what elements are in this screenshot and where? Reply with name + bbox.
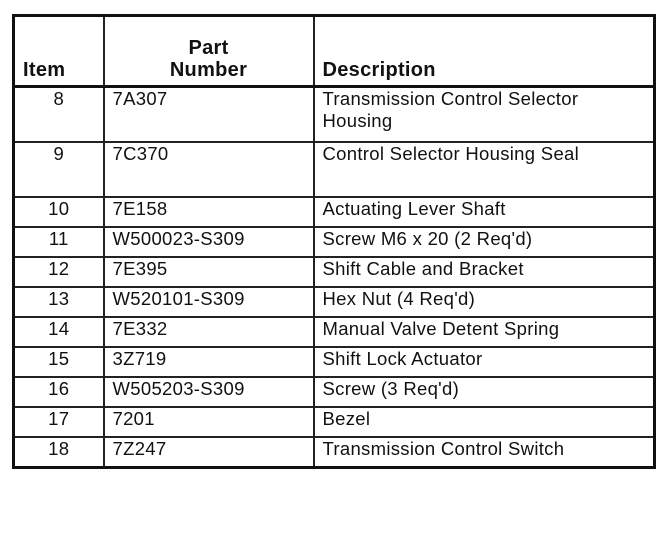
cell-part-number: 7A307 bbox=[104, 87, 314, 143]
cell-description: Transmission Control Switch bbox=[314, 437, 655, 468]
cell-description: Screw (3 Req'd) bbox=[314, 377, 655, 407]
cell-item: 11 bbox=[14, 227, 104, 257]
cell-item: 12 bbox=[14, 257, 104, 287]
table-row bbox=[14, 197, 655, 227]
cell-part-number: 7Z247 bbox=[104, 437, 314, 468]
cell-part-number: 7E332 bbox=[104, 317, 314, 347]
header-row bbox=[14, 16, 655, 87]
table-row bbox=[14, 257, 655, 287]
cell-item: 13 bbox=[14, 287, 104, 317]
cell-part-number: 7E158 bbox=[104, 197, 314, 227]
cell-part-number: W500023-S309 bbox=[104, 227, 314, 257]
cell-item: 15 bbox=[14, 347, 104, 377]
cell-description: Shift Cable and Bracket bbox=[314, 257, 655, 287]
table-row bbox=[14, 377, 655, 407]
cell-description: Hex Nut (4 Req'd) bbox=[314, 287, 655, 317]
table-row bbox=[14, 317, 655, 347]
cell-description: Control Selector Housing Seal bbox=[314, 142, 655, 197]
header-part-number bbox=[104, 16, 314, 87]
cell-item: 8 bbox=[14, 87, 104, 143]
header-description: Description bbox=[314, 16, 655, 87]
table-row bbox=[14, 407, 655, 437]
cell-description: Screw M6 x 20 (2 Req'd) bbox=[314, 227, 655, 257]
cell-item: 10 bbox=[14, 197, 104, 227]
cell-part-number: W505203-S309 bbox=[104, 377, 314, 407]
table-row bbox=[14, 437, 655, 468]
cell-description: Bezel bbox=[314, 407, 655, 437]
cell-description: Transmission Control Selector Housing bbox=[314, 87, 655, 143]
header-item: Item bbox=[14, 16, 104, 87]
cell-part-number: 7201 bbox=[104, 407, 314, 437]
cell-part-number: 7C370 bbox=[104, 142, 314, 197]
parts-table bbox=[12, 14, 656, 469]
cell-part-number: W520101-S309 bbox=[104, 287, 314, 317]
cell-item: 18 bbox=[14, 437, 104, 468]
header-part-line1: Part bbox=[188, 37, 229, 59]
table-row bbox=[14, 287, 655, 317]
cell-item: 14 bbox=[14, 317, 104, 347]
table-row bbox=[14, 87, 655, 143]
table-row bbox=[14, 347, 655, 377]
cell-description: Actuating Lever Shaft bbox=[314, 197, 655, 227]
header-part-line2: Number bbox=[169, 59, 248, 81]
cell-description: Shift Lock Actuator bbox=[314, 347, 655, 377]
cell-item: 9 bbox=[14, 142, 104, 197]
table-row bbox=[14, 142, 655, 197]
cell-description: Manual Valve Detent Spring bbox=[314, 317, 655, 347]
table-row bbox=[14, 227, 655, 257]
cell-part-number: 7E395 bbox=[104, 257, 314, 287]
cell-item: 17 bbox=[14, 407, 104, 437]
cell-item: 16 bbox=[14, 377, 104, 407]
cell-part-number: 3Z719 bbox=[104, 347, 314, 377]
